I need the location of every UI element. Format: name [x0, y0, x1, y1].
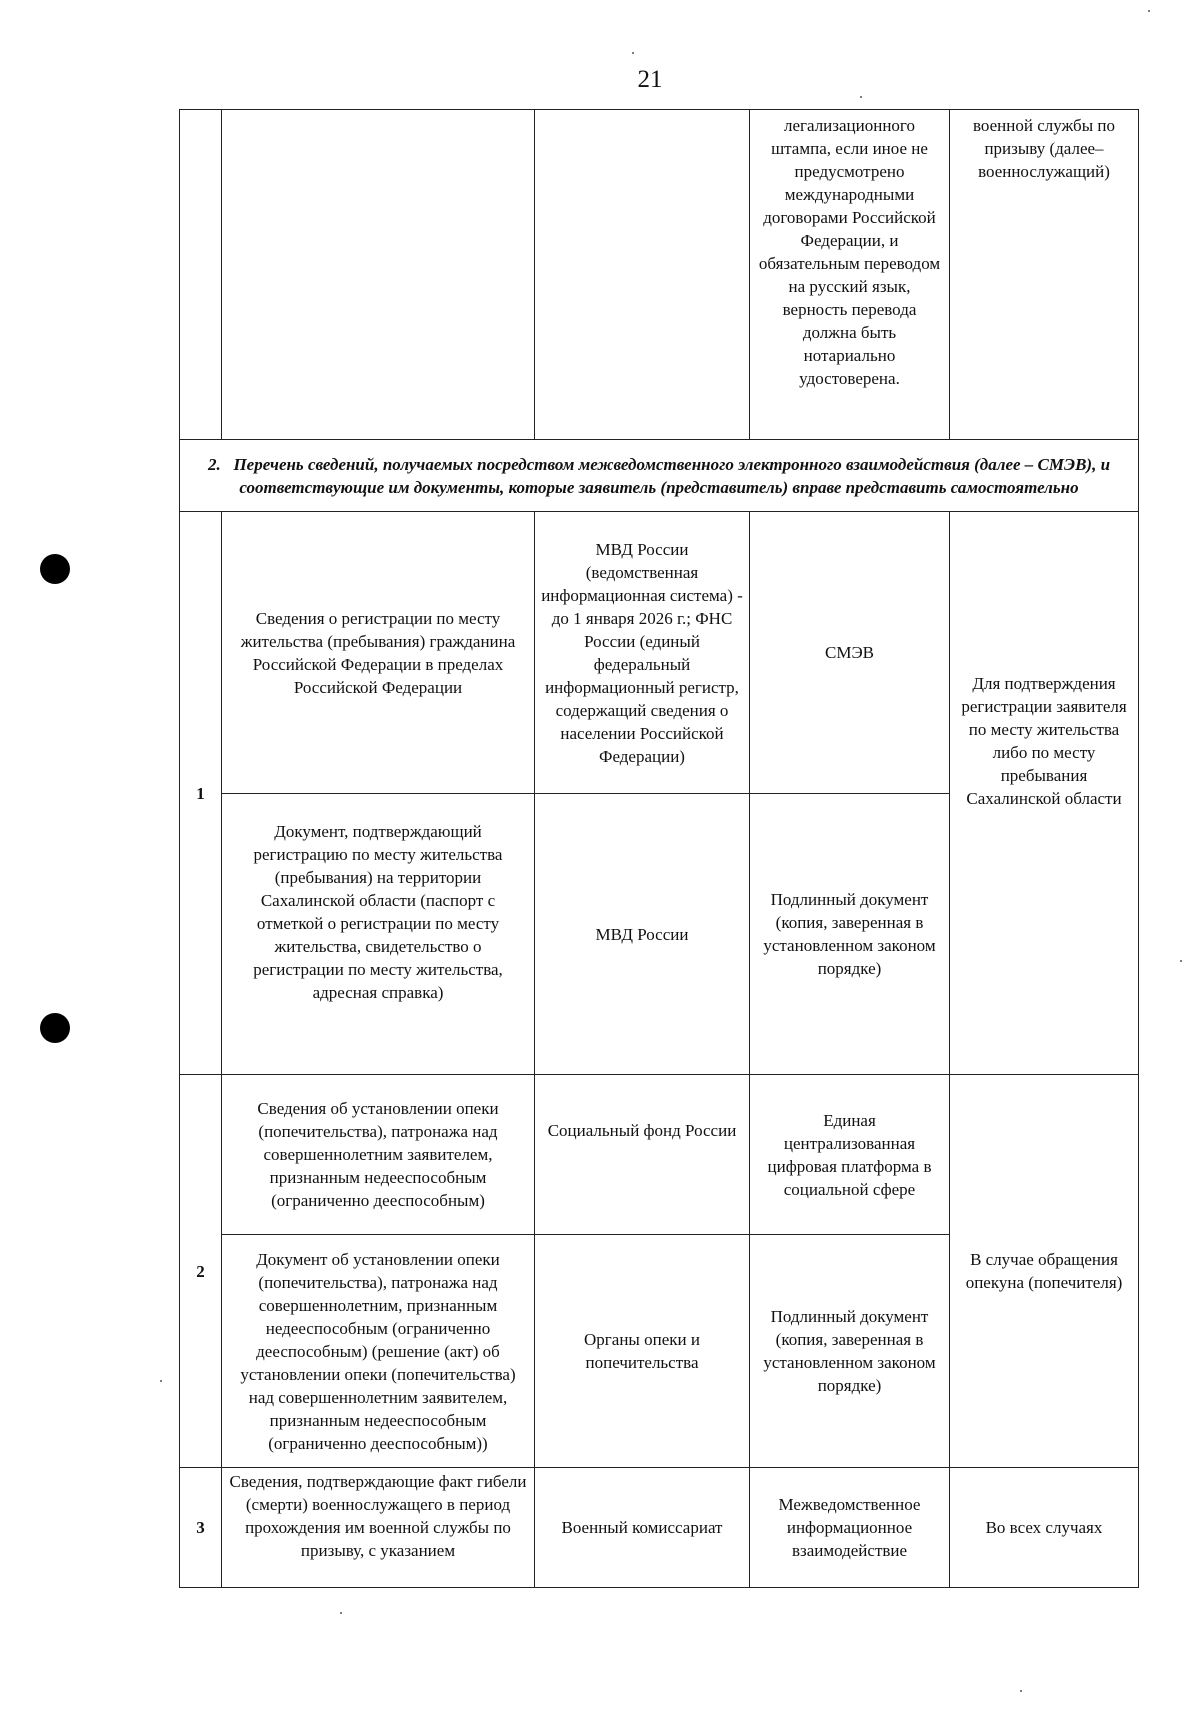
scan-speck: [860, 96, 862, 98]
cell-applicant-note: военной службы по призыву (далее– военнослужащий): [950, 110, 1139, 440]
cell-source: МВД России (ведомственная информационная система) - до 1 января 2026 г.; ФНС России (единый федеральный информационный регистр, содержащий сведения о населении Российской Федерации): [535, 512, 750, 794]
page-number: 21: [637, 66, 663, 93]
cell-condition: Для подтверждения регистрации заявителя по месту жительства либо по месту пребывания Сахалинской области: [950, 512, 1139, 1075]
cell-info: Сведения об установлении опеки (попечительства), патронажа над совершеннолетним заявителем, признанным недееспособным (ограниченно дееспособным): [222, 1075, 535, 1235]
binder-hole-bottom: [40, 1013, 70, 1043]
scan-speck: [340, 1612, 342, 1614]
cell-source-empty: [535, 110, 750, 440]
cell-source: Органы опеки и попечительства: [535, 1235, 750, 1468]
scan-speck: [160, 1380, 162, 1382]
scan-speck: [632, 52, 634, 54]
cell-method: Подлинный документ (копия, заверенная в установленном законом порядке): [750, 1235, 950, 1468]
table-row: [180, 1075, 1139, 1235]
cell-requirements: легализационного штампа, если иное не предусмотрено международными договорами Российской Федерации, и обязательным переводом на русский язык, верность перевода должна быть нотариально удостоверена.: [750, 110, 950, 440]
table-row: [180, 1468, 1139, 1588]
scan-speck: [1020, 1690, 1022, 1692]
section-title: 2. Перечень сведений, получаемых посредством межведомственного электронного взаимодействия (далее – СМЭВ), и соответствующие им документы, которые заявитель (представитель) вправе представить самостоятельно: [180, 440, 1139, 512]
cell-num-empty: [180, 110, 222, 440]
cell-info: Документ об установлении опеки (попечительства), патронажа над совершеннолетним, признанным недееспособным (ограниченно дееспособным) (решение (акт) об установлении опеки (попечительства) над совершеннолетним заявителем, признанным недееспособным (ограниченно дееспособным)): [222, 1235, 535, 1468]
row-number: 2: [180, 1075, 222, 1468]
section-heading-row: [180, 440, 1139, 512]
scan-speck: [1148, 10, 1150, 12]
cell-info-empty: [222, 110, 535, 440]
cell-source: Военный комиссариат: [535, 1468, 750, 1588]
table-row-continuation: [180, 110, 1139, 440]
cell-condition: В случае обращения опекуна (попечителя): [950, 1075, 1139, 1468]
cell-info: Сведения о регистрации по месту жительства (пребывания) гражданина Российской Федерации в пределах Российской Федерации: [222, 512, 535, 794]
cell-method: Межведомственное информационное взаимодействие: [750, 1468, 950, 1588]
cell-info: Сведения, подтверждающие факт гибели (смерти) военнослужащего в период прохождения им военной службы по призыву, с указанием: [222, 1468, 535, 1588]
binder-hole-top: [40, 554, 70, 584]
cell-source: МВД России: [535, 794, 750, 1075]
scan-speck: [1180, 960, 1182, 962]
document-table: [179, 109, 1139, 1588]
cell-method: СМЭВ: [750, 512, 950, 794]
cell-method: Единая централизованная цифровая платформа в социальной сфере: [750, 1075, 950, 1235]
cell-source: Социальный фонд России: [535, 1075, 750, 1235]
cell-condition: Во всех случаях: [950, 1468, 1139, 1588]
table-row: [180, 512, 1139, 794]
cell-info: Документ, подтверждающий регистрацию по месту жительства (пребывания) на территории Сахалинской области (паспорт с отметкой о регистрации по месту жительства, свидетельство о регистрации по месту жительства, адресная справка): [222, 794, 535, 1075]
row-number: 1: [180, 512, 222, 1075]
cell-method: Подлинный документ (копия, заверенная в установленном законом порядке): [750, 794, 950, 1075]
row-number: 3: [180, 1468, 222, 1588]
